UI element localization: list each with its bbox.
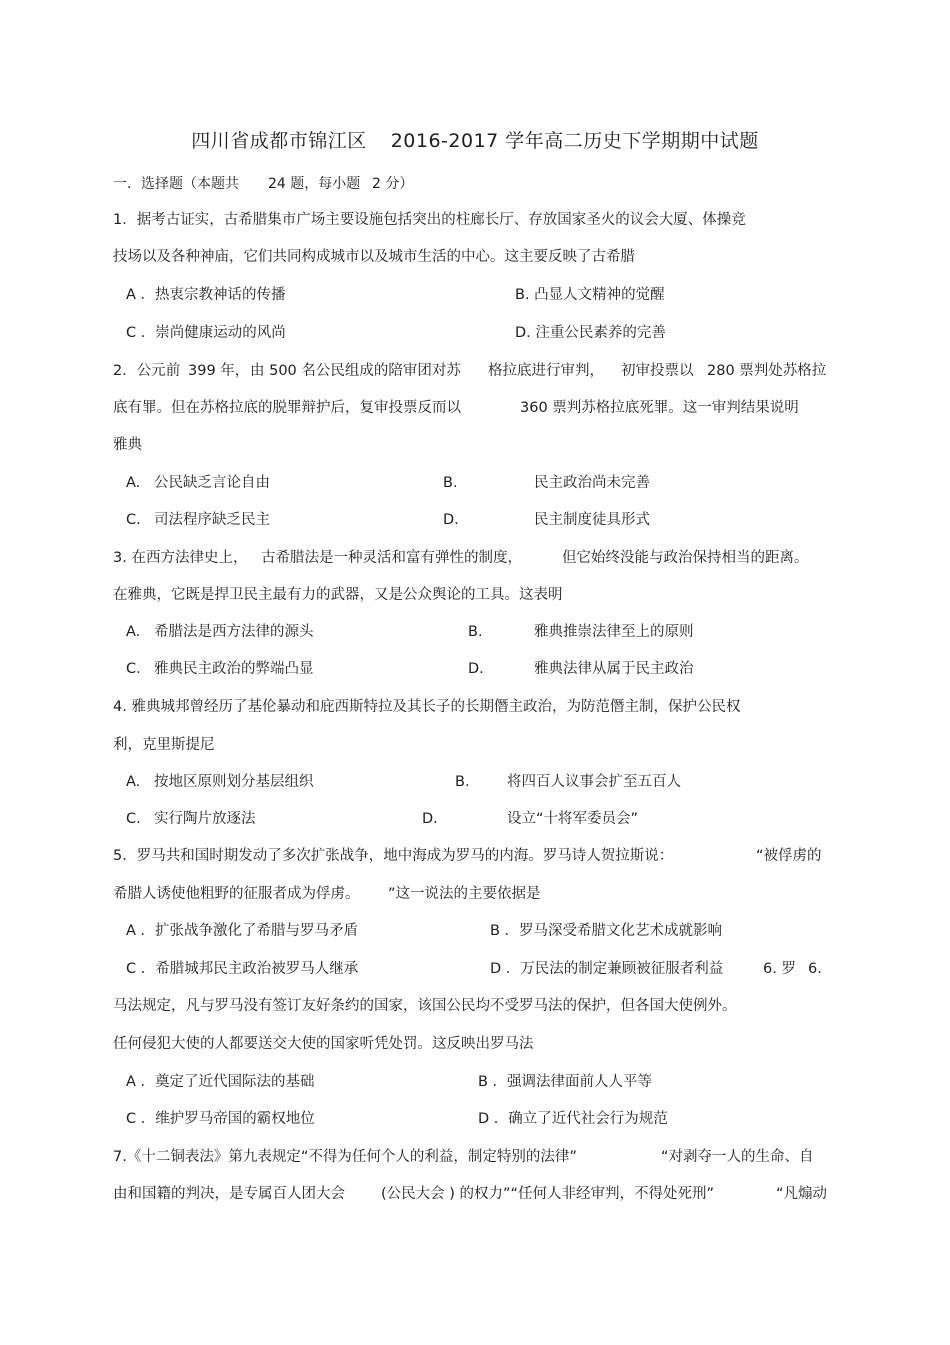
question-6-option-b: B ．强调法律面前人人平等 (478, 1074, 653, 1090)
question-5-line-2-b: ”这一说法的主要依据是 (388, 886, 541, 902)
question-2-option-d-text: 民主制度徒具形式 (534, 512, 650, 528)
question-4-line-2: 利，克里斯提尼 (113, 737, 215, 753)
question-2-option-b-letter: B. (443, 475, 458, 491)
question-5-line-2-a: 希腊人诱使他粗野的征服者成为俘虏。 (113, 886, 360, 902)
question-3-option-d-text: 雅典法律从属于民主政治 (534, 661, 694, 677)
question-2-line-1-d: 格拉底进行审判， (488, 363, 604, 379)
question-6-option-d: D ．确立了近代社会行为规范 (478, 1111, 668, 1127)
question-2-line-1-b: 399 年， (188, 363, 250, 379)
question-6-number-a: 6. 罗 (763, 961, 796, 977)
question-2-line-1-f: 280 票判处苏格拉 (707, 363, 827, 379)
question-2-option-b-text: 民主政治尚未完善 (534, 475, 650, 491)
question-4-option-a-text: 按地区原则划分基层组织 (154, 774, 314, 790)
question-6-number-b: 6. (808, 961, 822, 977)
question-2-line-3: 雅典 (113, 437, 142, 453)
question-6-line-1: 马法规定，凡与罗马没有签订友好条约的国家，该国公民均不受罗马法的保护，但各国大使例外。 (113, 998, 737, 1014)
section-label: 一．选择题（本题共 (113, 176, 239, 192)
question-3-line-2: 在雅典，它既是捍卫民主最有力的武器，又是公众舆论的工具。这表明 (113, 587, 563, 603)
question-2-option-a-text: 公民缺乏言论自由 (154, 475, 270, 491)
question-4-option-b-text: 将四百人议事会扩至五百人 (507, 774, 681, 790)
section-score: 2 分） (372, 176, 414, 192)
question-1-line-2: 技场以及各种神庙，它们共同构成城市以及城市生活的中心。这主要反映了古希腊 (113, 249, 635, 265)
question-2-option-a-letter: A. (126, 475, 141, 491)
question-5-option-c: C ．希腊城邦民主政治被罗马人继承 (126, 961, 359, 977)
question-4-option-b-letter: B. (455, 774, 470, 790)
question-3-option-c-text: 雅典民主政治的弊端凸显 (154, 661, 314, 677)
question-5-line-1-b: “被俘虏的 (756, 848, 822, 864)
question-2-option-d-letter: D. (443, 512, 459, 528)
question-5-option-b: B ．罗马深受希腊文化艺术成就影响 (490, 923, 723, 939)
question-5-line-1-a: 5．罗马共和国时期发动了多次扩张战争，地中海成为罗马的内海。罗马诗人贺拉斯说： (113, 848, 674, 864)
question-3-option-b-text: 雅典推崇法律至上的原则 (534, 624, 694, 640)
question-3-line-1-c: 但它始终没能与政治保持相当的距离。 (562, 550, 809, 566)
question-3-line-1-b: 古希腊法是一种灵活和富有弹性的制度， (261, 550, 522, 566)
question-4-option-c-letter: C. (126, 811, 141, 827)
question-7-line-1-b: “对剥夺一人的生命、自 (661, 1149, 814, 1165)
question-3-option-a-letter: A. (126, 624, 141, 640)
question-6-line-2: 任何侵犯大使的人都要送交大使的国家听凭处罚。这反映出罗马法 (113, 1036, 534, 1052)
question-1-option-b: B. 凸显人文精神的觉醒 (515, 287, 665, 303)
question-5-option-a: A ．扩张战争激化了希腊与罗马矛盾 (126, 923, 359, 939)
question-1-option-a: A ．热衷宗教神话的传播 (126, 287, 286, 303)
question-3-line-1-a: 3. 在西方法律史上， (113, 550, 248, 566)
question-2-line-2-b: 360 票判苏格拉底死罪。这一审判结果说明 (520, 400, 799, 416)
question-5-option-d: D ．万民法的制定兼顾被征服者利益 (490, 961, 724, 977)
question-2-line-1-a: 2．公元前 (113, 363, 181, 379)
question-3-option-b-letter: B. (468, 624, 483, 640)
question-4-line-1: 4. 雅典城邦曾经历了基伦暴动和庇西斯特拉及其长子的长期僭主政治，为防范僭主制，保护公民权 (113, 699, 741, 715)
question-1-option-c: C ．崇尚健康运动的风尚 (126, 325, 286, 341)
question-7-line-1-a: 7.《十二铜表法》第九表规定“不得为任何个人的利益，制定特别的法律” (113, 1149, 577, 1165)
question-2-option-c-letter: C. (126, 512, 141, 528)
title-region: 四川省成都市锦江区 (191, 130, 367, 152)
question-3-option-d-letter: D. (468, 661, 484, 677)
question-4-option-c-text: 实行陶片放逐法 (154, 811, 256, 827)
question-2-line-2-a: 底有罪。但在苏格拉底的脱罪辩护后，复审投票反而以 (113, 400, 461, 416)
question-4-option-d-text: 设立“十将军委员会” (507, 811, 639, 827)
question-3-option-c-letter: C. (126, 661, 141, 677)
question-4-option-d-letter: D. (422, 811, 438, 827)
question-7-line-2-b: (公民大会 ) 的权力”“任何人非经审判，不得处死刑” (381, 1186, 715, 1202)
question-7-line-2-c: “凡煽动 (776, 1186, 828, 1202)
question-2-option-c-text: 司法程序缺乏民主 (154, 512, 270, 528)
question-2-line-1-c: 由 500 名公民组成的陪审团对苏 (250, 363, 461, 379)
page-title (0, 126, 950, 153)
question-4-option-a-letter: A. (126, 774, 141, 790)
question-2-line-1-e: 初审投票以 (621, 363, 694, 379)
question-7-line-2-a: 由和国籍的判决，是专属百人团大会 (113, 1186, 345, 1202)
question-6-option-c: C ．维护罗马帝国的霸权地位 (126, 1111, 315, 1127)
title-subject: 2016-2017 学年高二历史下学期期中试题 (390, 130, 759, 152)
question-3-option-a-text: 希腊法是西方法律的源头 (154, 624, 314, 640)
question-1-line-1: 1．据考古证实，古希腊集市广场主要设施包括突出的柱廊长厅、存放国家圣火的议会大厦、体操竞 (113, 212, 746, 228)
section-count: 24 题，每小题 (268, 176, 361, 192)
question-1-option-d: D. 注重公民素养的完善 (515, 325, 666, 341)
question-6-option-a: A ．奠定了近代国际法的基础 (126, 1074, 315, 1090)
